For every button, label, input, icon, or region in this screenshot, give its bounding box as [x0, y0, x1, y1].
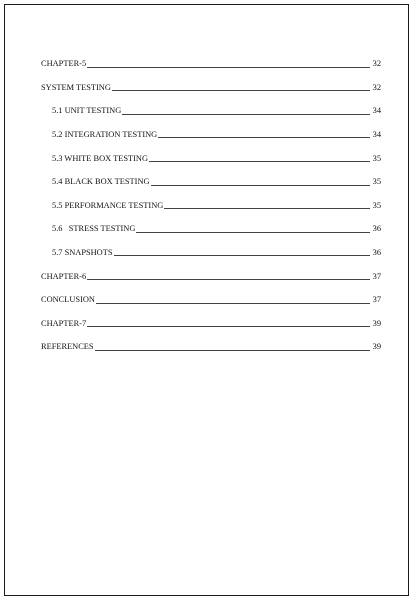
- toc-leader-line: [95, 350, 370, 351]
- toc-entry-chapter-6[interactable]: [41, 257, 381, 281]
- toc-entry-black-box-testing[interactable]: [41, 163, 381, 187]
- toc-entry-title: CHAPTER-7: [41, 318, 87, 328]
- toc-entry-title: SYSTEM TESTING: [41, 82, 111, 92]
- toc-entry-page: 37: [372, 271, 381, 281]
- toc-entry-performance-testing[interactable]: [41, 187, 381, 211]
- toc-entry-page: 37: [372, 295, 381, 305]
- toc-entry-title: CHAPTER-5: [41, 59, 87, 69]
- toc-entry-conclusion[interactable]: [41, 281, 381, 305]
- page-border: [4, 4, 409, 596]
- toc-entry-snapshots[interactable]: [41, 234, 381, 258]
- toc-entry-page: 35: [372, 177, 381, 187]
- toc-entry-unit-testing[interactable]: [41, 92, 381, 116]
- toc-leader-line: [151, 185, 370, 186]
- toc-entry-title: 5.4 BLACK BOX TESTING: [52, 177, 150, 187]
- toc-entry-page: 32: [372, 82, 381, 92]
- toc-entry-title: CHAPTER-6: [41, 271, 87, 281]
- toc-entry-page: 34: [372, 106, 381, 116]
- toc-entry-page: 36: [372, 247, 381, 257]
- toc-entry-title: CONCLUSION: [41, 295, 95, 305]
- toc-leader-line: [149, 161, 370, 162]
- toc-entry-stress-testing[interactable]: [41, 210, 381, 234]
- toc-entry-page: 36: [372, 224, 381, 234]
- toc-entry-page: 39: [372, 318, 381, 328]
- toc-leader-line: [164, 208, 370, 209]
- toc-entry-title: 5.5 PERFORMANCE TESTING: [52, 200, 164, 210]
- toc-leader-line: [87, 279, 370, 280]
- toc-entry-references[interactable]: [41, 328, 381, 352]
- toc-entry-integration-testing[interactable]: [41, 116, 381, 140]
- toc-entry-title: 5.3 WHITE BOX TESTING: [52, 153, 148, 163]
- toc-entry-page: 39: [372, 342, 381, 352]
- toc-leader-line: [96, 303, 370, 304]
- toc-entry-system-testing[interactable]: [41, 69, 381, 93]
- toc-leader-line: [158, 137, 370, 138]
- toc-entry-page: 32: [372, 59, 381, 69]
- table-of-contents: [41, 45, 381, 352]
- toc-leader-line: [87, 67, 370, 68]
- toc-entry-title: 5.1 UNIT TESTING: [52, 106, 122, 116]
- toc-leader-line: [112, 90, 370, 91]
- toc-entry-title: REFERENCES: [41, 342, 94, 352]
- toc-leader-line: [136, 232, 370, 233]
- toc-entry-title: 5.2 INTEGRATION TESTING: [52, 129, 158, 139]
- toc-entry-page: 35: [372, 153, 381, 163]
- toc-entry-white-box-testing[interactable]: [41, 139, 381, 163]
- toc-entry-chapter-5[interactable]: [41, 45, 381, 69]
- toc-entry-page: 35: [372, 200, 381, 210]
- toc-entry-page: 34: [372, 129, 381, 139]
- toc-leader-line: [114, 255, 370, 256]
- toc-entry-title: 5.6 STRESS TESTING: [52, 224, 136, 234]
- toc-entry-chapter-7[interactable]: [41, 305, 381, 329]
- toc-entry-title: 5.7 SNAPSHOTS: [52, 247, 113, 257]
- toc-leader-line: [122, 114, 370, 115]
- toc-leader-line: [87, 326, 370, 327]
